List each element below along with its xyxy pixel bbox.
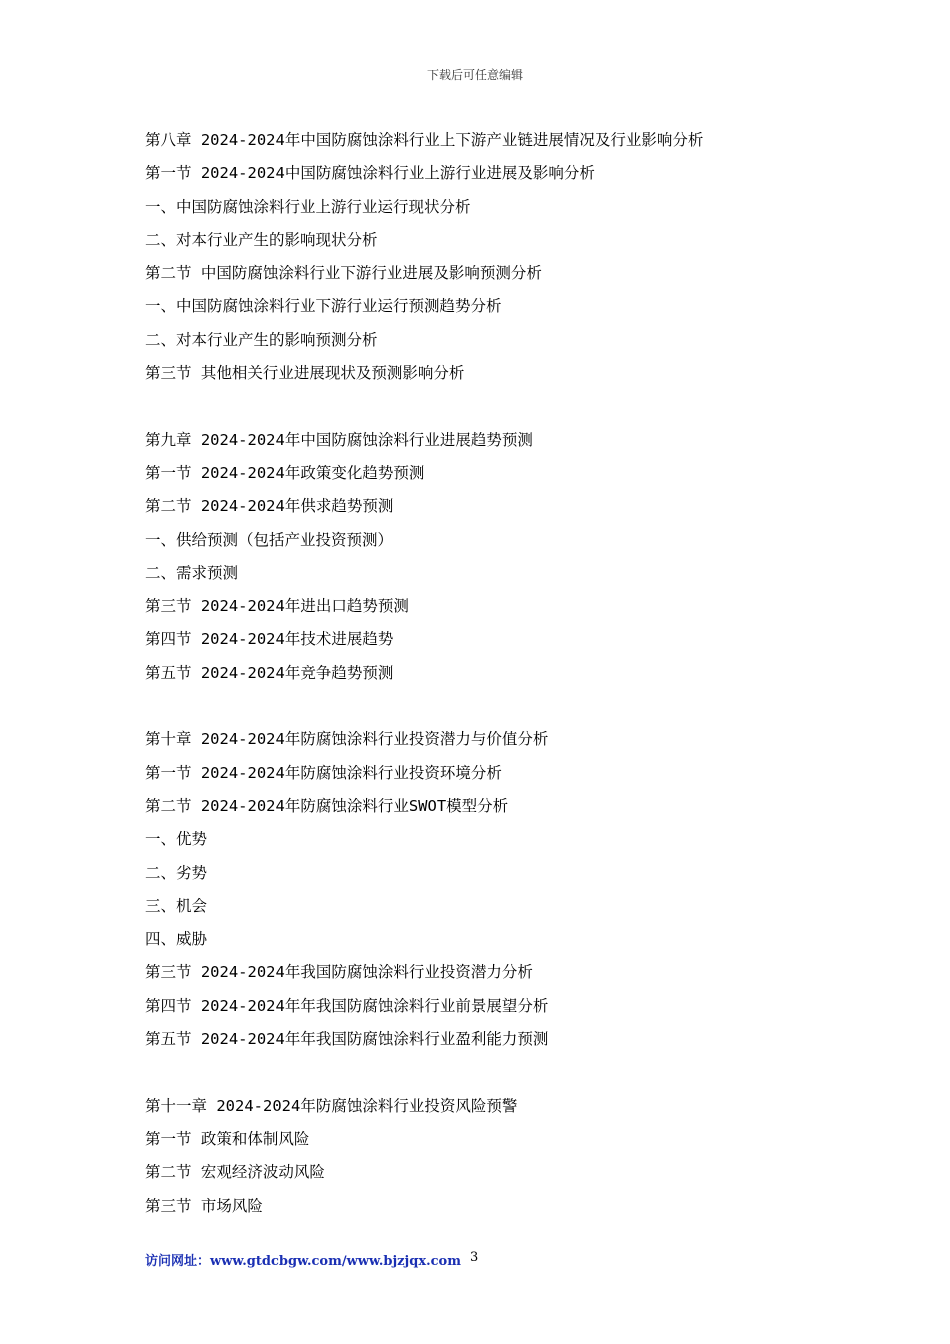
toc-item: 第二节 2024-2024年防腐蚀涂料行业SWOT模型分析 <box>145 796 509 815</box>
toc-item: 一、优势 <box>145 830 208 849</box>
toc-item: 第四节 2024-2024年技术进展趋势 <box>145 630 394 649</box>
toc-gap <box>145 1056 865 1089</box>
toc-item: 二、对本行业产生的影响预测分析 <box>145 330 378 349</box>
toc-item: 三、机会 <box>145 896 208 915</box>
toc-item: 第三节 2024-2024年进出口趋势预测 <box>145 597 409 616</box>
toc-item: 一、中国防腐蚀涂料行业下游行业运行预测趋势分析 <box>145 297 502 316</box>
toc-item: 第三节 2024-2024年我国防腐蚀涂料行业投资潜力分析 <box>145 963 533 982</box>
page-header: 下载后可任意编辑 <box>426 68 523 82</box>
toc-item: 第五节 2024-2024年竞争趋势预测 <box>145 663 394 682</box>
toc-item: 第一节 2024-2024中国防腐蚀涂料行业上游行业进展及影响分析 <box>145 164 595 183</box>
toc-item: 第一节 政策和体制风险 <box>145 1129 310 1148</box>
toc-item: 第一节 2024-2024年防腐蚀涂料行业投资环境分析 <box>145 763 502 782</box>
toc-item: 第一节 2024-2024年政策变化趋势预测 <box>145 463 425 482</box>
toc-item: 第五节 2024-2024年年我国防腐蚀涂料行业盈利能力预测 <box>145 1030 549 1049</box>
toc-item: 第三节 市场风险 <box>145 1196 263 1215</box>
toc-item: 第三节 其他相关行业进展现状及预测影响分析 <box>145 364 465 383</box>
toc-chapter-9: 第九章 2024-2024年中国防腐蚀涂料行业进展趋势预测 <box>145 430 533 449</box>
toc-item: 第二节 2024-2024年供求趋势预测 <box>145 497 394 516</box>
toc-chapter-11: 第十一章 2024-2024年防腐蚀涂料行业投资风险预警 <box>145 1096 518 1115</box>
page-number: 3 <box>470 1250 479 1265</box>
toc-item: 二、劣势 <box>145 863 208 882</box>
toc-item: 第二节 中国防腐蚀涂料行业下游行业进展及影响预测分析 <box>145 264 542 283</box>
toc-item: 二、需求预测 <box>145 563 239 582</box>
toc-item: 第二节 宏观经济波动风险 <box>145 1163 325 1182</box>
footer-url[interactable] <box>145 1250 461 1269</box>
toc-gap <box>145 390 865 423</box>
toc-item: 一、供给预测（包括产业投资预测） <box>145 530 394 549</box>
toc-item: 第四节 2024-2024年年我国防腐蚀涂料行业前景展望分析 <box>145 996 549 1015</box>
toc-gap <box>145 690 865 723</box>
table-of-contents <box>145 124 865 1223</box>
footer-link[interactable]: 访问网址：www.gtdcbgw.com/www.bjzjqx.com <box>145 1254 461 1269</box>
toc-chapter-10: 第十章 2024-2024年防腐蚀涂料行业投资潜力与价值分析 <box>145 730 549 749</box>
toc-item: 二、对本行业产生的影响现状分析 <box>145 230 378 249</box>
toc-chapter-8: 第八章 2024-2024年中国防腐蚀涂料行业上下游产业链进展情况及行业影响分析 <box>145 131 704 149</box>
toc-item: 一、中国防腐蚀涂料行业上游行业运行现状分析 <box>145 197 471 216</box>
toc-item: 四、威胁 <box>145 930 208 949</box>
